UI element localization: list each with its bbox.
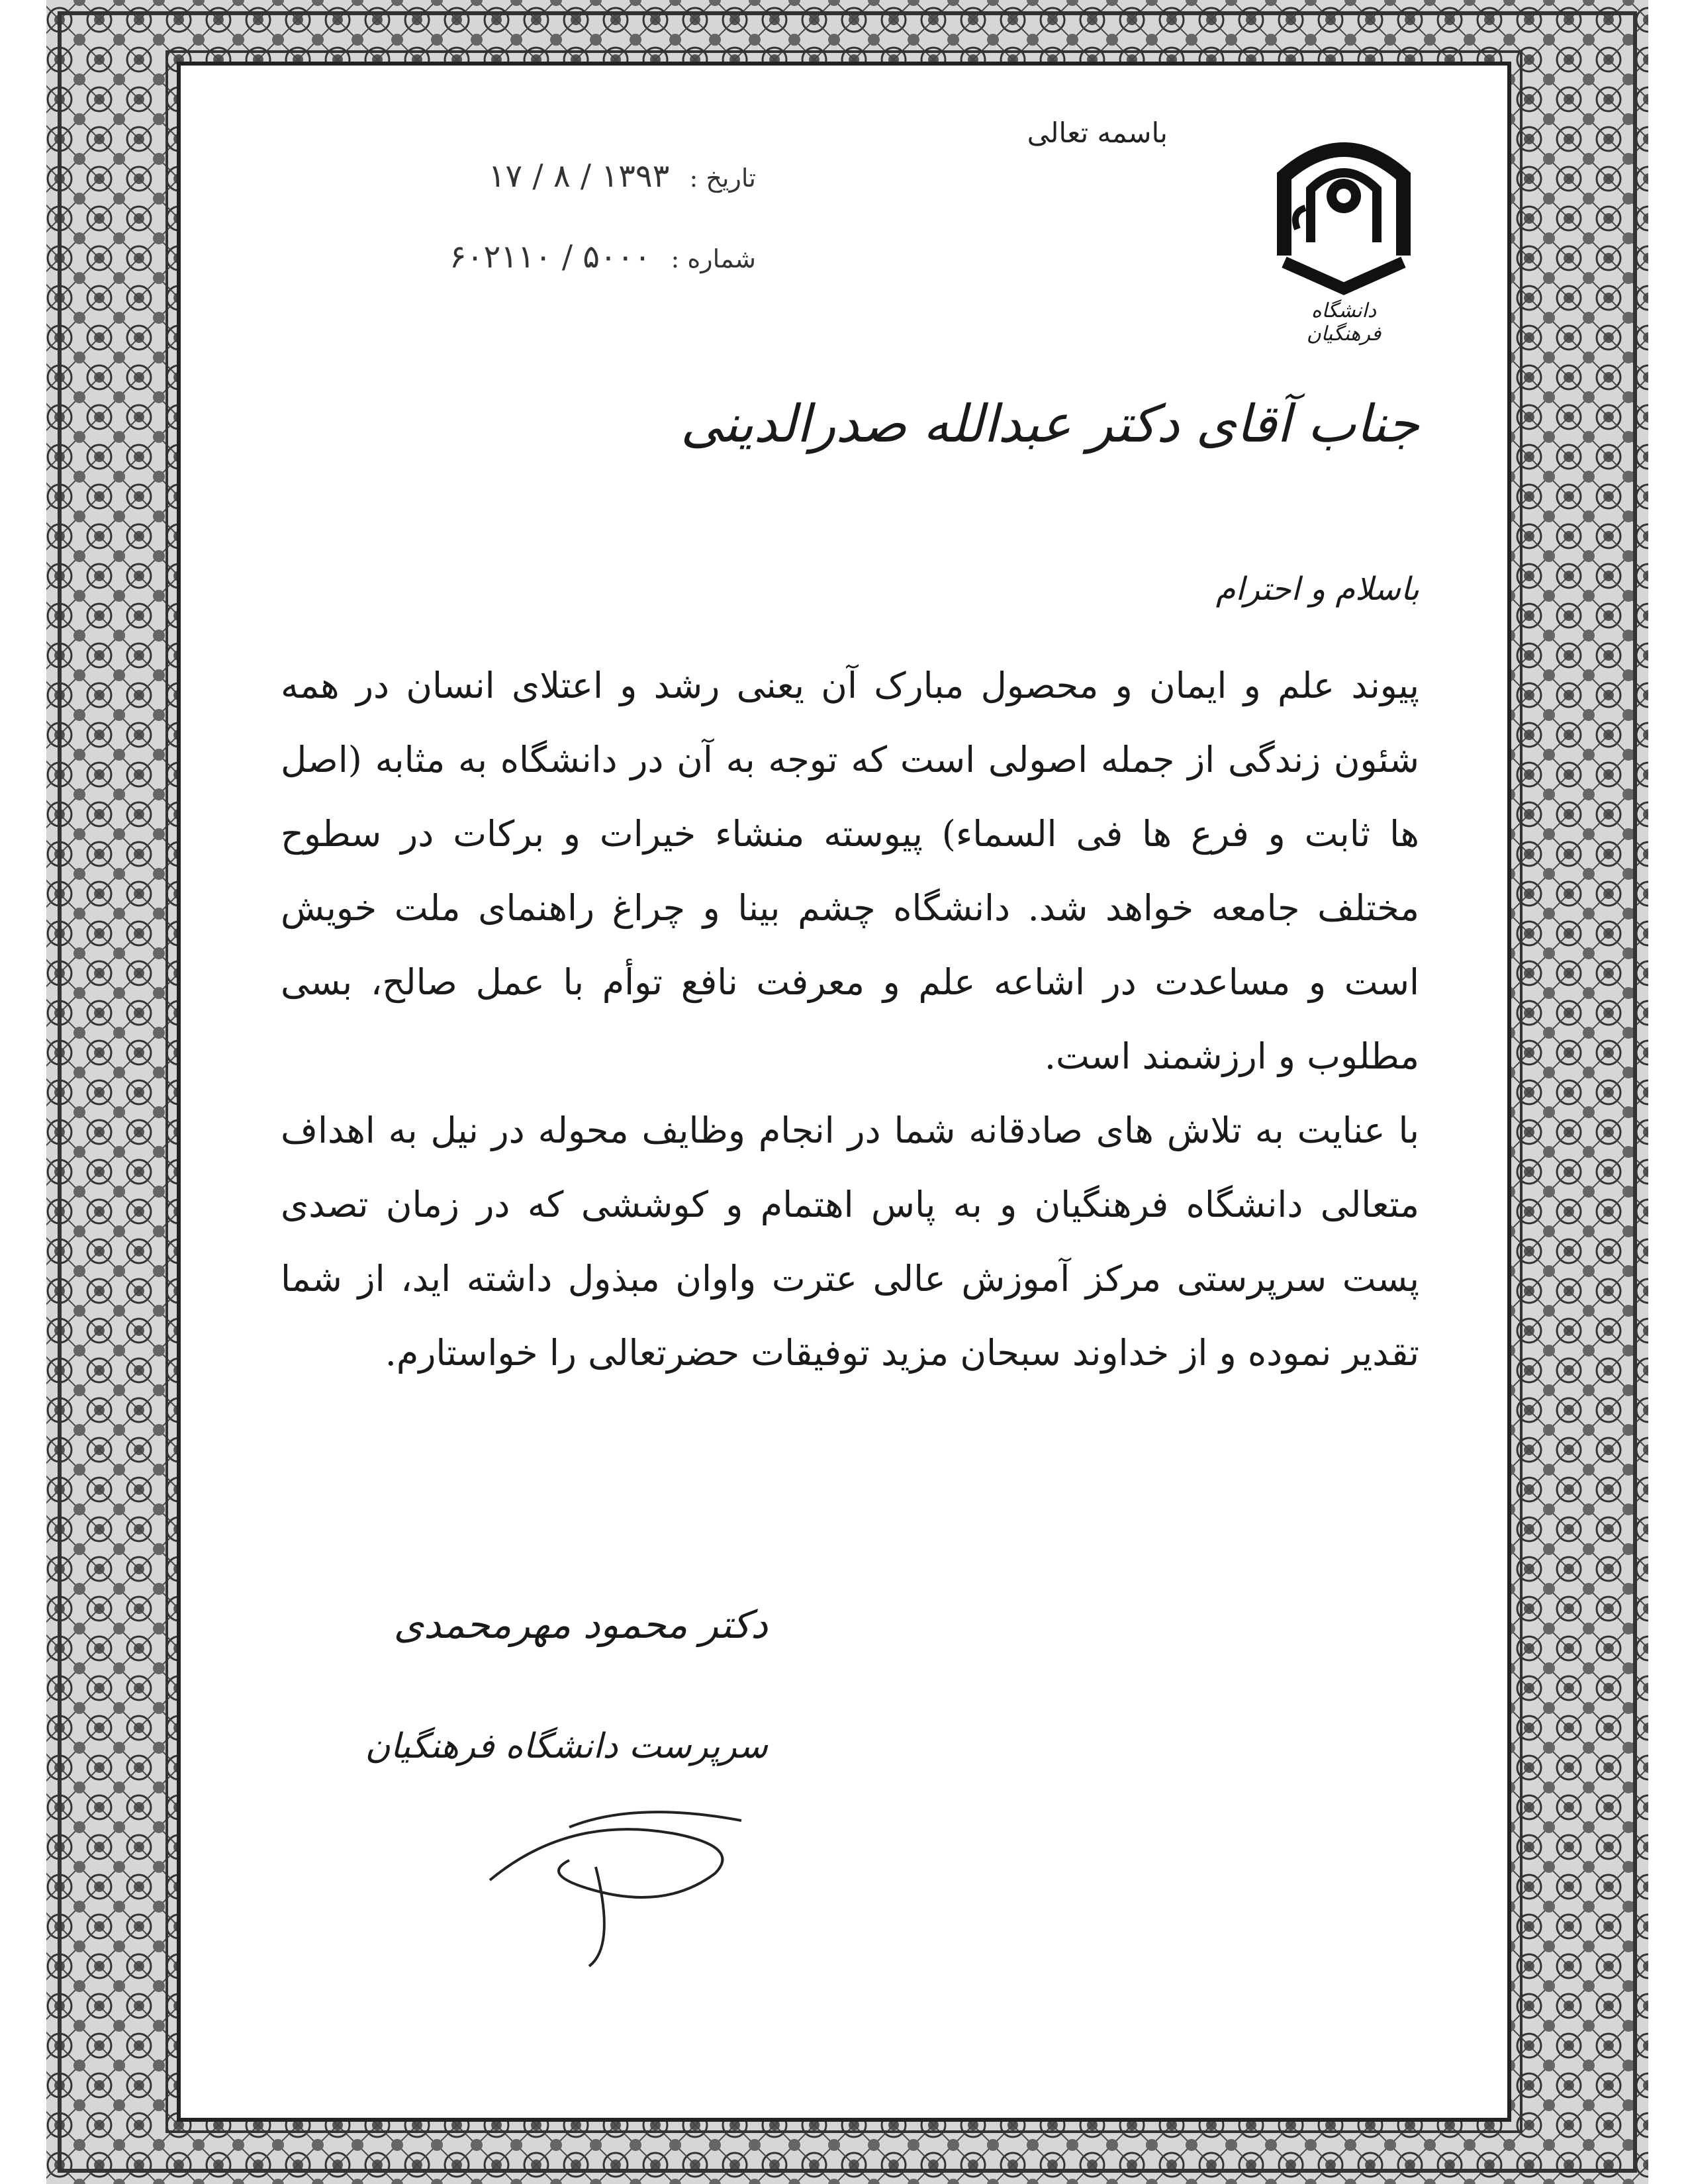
date-line: [489, 158, 756, 195]
handwritten-signature: [463, 1787, 768, 1973]
number-line: [449, 238, 756, 275]
signatory-title: سرپرست دانشگاه فرهنگیان: [365, 1727, 768, 1766]
letter-body: [281, 649, 1419, 1390]
paragraph-1: پیوند علم و ایمان و محصول مبارک آن یعنی رشد و اعتلای انسان در همه شئون زندگی از جمله اصولی است که توجه به آن در دانشگاه به مثابه (اصل ها ثابت و فرع ها فی السماء) پیوسته منشاء خیرات و برکات در سطوح مختلف جامعه خواهد شد. دانشگاه چشم بینا و چراغ راهنمای ملت خویش است و مساعدت در اشاعه علم و معرفت نافع توأم با عمل صالح، بسی مطلوب و ارزشمند است.: [281, 665, 1419, 1077]
date-label: تاریخ :: [689, 164, 756, 193]
date-value: ۱۳۹۳ / ۸ / ۱۷: [488, 158, 670, 195]
greeting: باسلام و احترام: [1215, 571, 1419, 608]
invocation-heading: باسمه تعالی: [1027, 117, 1168, 149]
number-value: ۵۰۰۰ / ۶۰۲۱۱۰: [449, 238, 651, 275]
paragraph-2: با عنایت به تلاش های صادقانه شما در انجام وظایف محوله در نیل به اهداف متعالی دانشگاه فرهنگیان و به پاس اهتمام و کوششی که در زمان تصدی پست سرپرستی مرکز آموزش عالی عترت واوان مبذول داشته اید، از شما تقدیر نموده و از خداوند سبحان مزید توفیقات حضرتعالی را خواستارم.: [281, 1110, 1419, 1374]
logo-caption: دانشگاه فرهنگیان: [1306, 299, 1382, 346]
signatory-name: دکتر محمود مهرمحمدی: [393, 1602, 768, 1647]
number-label: شماره :: [671, 244, 756, 273]
signature-block: [365, 1602, 769, 1766]
addressee: جناب آقای دکتر عبدالله صدرالدینی: [680, 395, 1419, 454]
